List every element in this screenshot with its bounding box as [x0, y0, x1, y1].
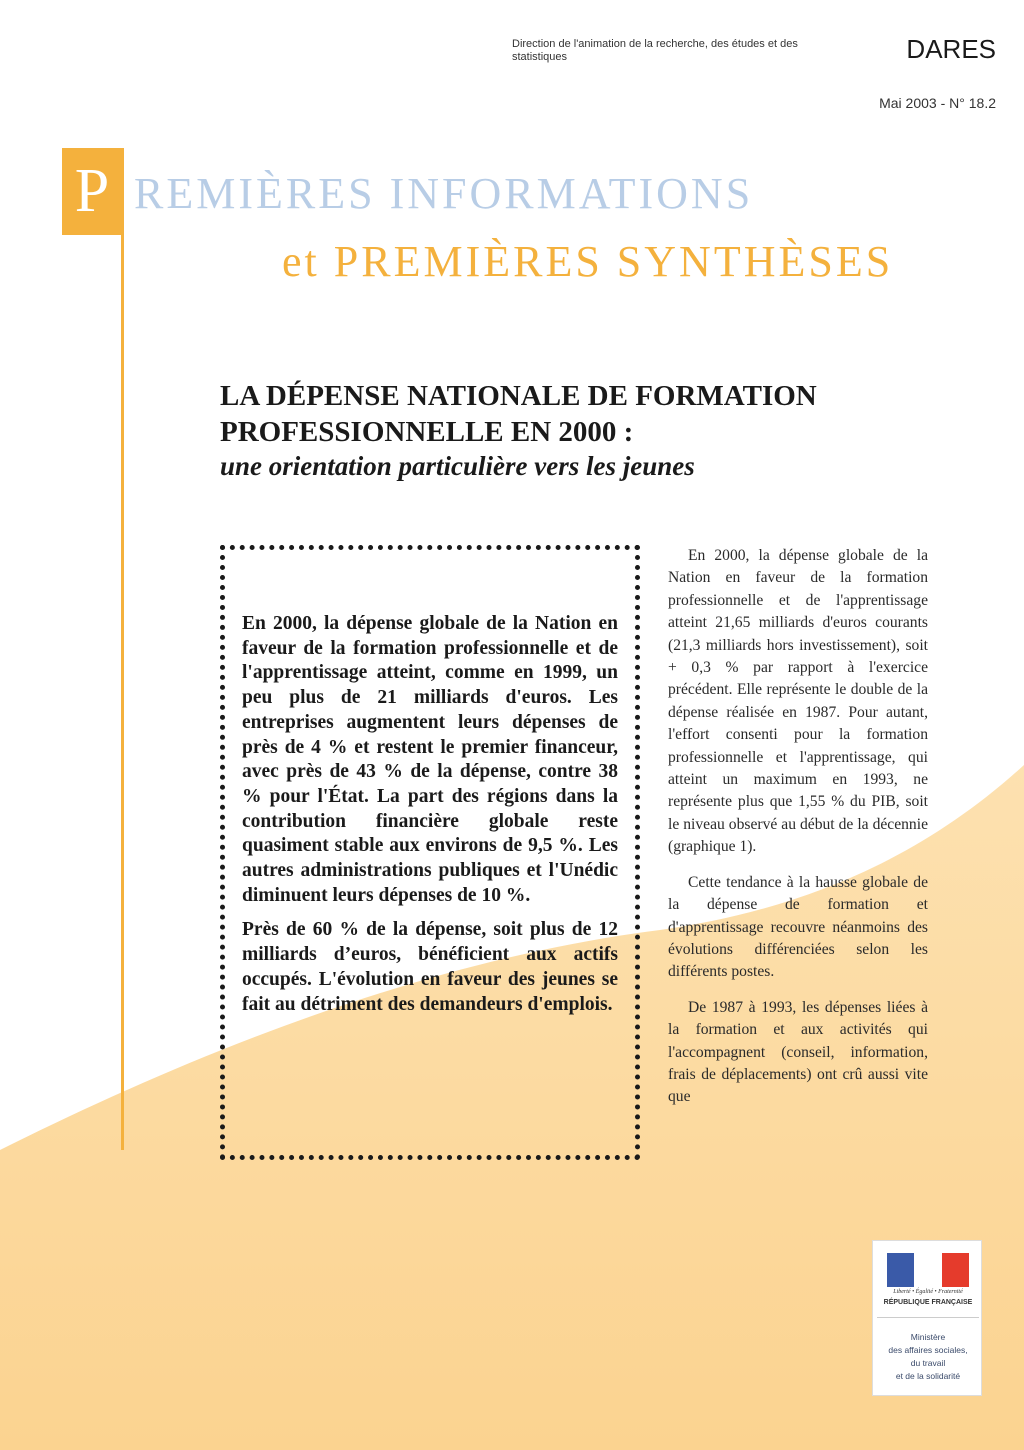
publisher-direction: Direction de l'animation de la recherche, des études et des statistiques [512, 38, 798, 63]
article-subtitle: une orientation particulière vers les jeunes [220, 451, 695, 481]
ministry-logo [872, 1240, 982, 1396]
accent-vertical-line [121, 148, 124, 1150]
summary-paragraph: En 2000, la dépense globale de la Nation en faveur de la formation professionnelle et de l'apprentissage atteint, comme en 1999, un peu plus de 21 milliards d'euros. Les entreprises augmentent leurs dépenses de près de 4 % et restent le premier financeur, avec près de 43 % de la dépense, contre 38 % pour l'État. La part des régions dans la contribution financière globale reste quasiment stable aux environs de 9,5 %. Les autres administrations publiques et l'Unédic diminuent leurs dépenses de 10 %. [242, 613, 618, 906]
series-initial-box: P [62, 148, 122, 235]
logo-ministry-name [877, 1331, 979, 1383]
publisher-brand: DARES [906, 34, 996, 64]
logo-ministry-line: du travail [910, 1358, 946, 1368]
body-paragraph: Cette tendance à la hausse globale de la dépense de formation et d'apprentissage recouvre néanmoins des évolutions différenciées selon les différents postes. [668, 873, 928, 981]
body-paragraph: De 1987 à 1993, les dépenses liées à la formation et aux activités qui l'accompagnent (conseil, information, frais de déplacements) ont crû aussi vite que [668, 998, 928, 1106]
series-title-line1: REMIÈRES INFORMATIONS [134, 169, 754, 218]
body-paragraph: En 2000, la dépense globale de la Nation en faveur de la formation professionnelle et de l'apprentissage atteint 21,65 milliards d'euros courants (21,3 milliards hors investissement), soit + 0,3 % par rapport à l'exercice précédent. Elle représente le double de la dépense réalisée en 1987. Pour autant, l'effort consenti pour la formation professionnelle et l'apprentissage, qui atteint un maximum en 1993, ne représente plus que 1,55 % du PIB, soit le niveau observé au début de la décennie (graphique 1). [668, 547, 928, 856]
logo-divider [877, 1317, 979, 1318]
series-title-line2: et PREMIÈRES SYNTHÈSES [282, 237, 894, 286]
issue-number: Mai 2003 - N° 18.2 [879, 95, 996, 111]
logo-ministry-line: et de la solidarité [895, 1371, 961, 1381]
summary-box [220, 545, 640, 1160]
summary-paragraph: Près de 60 % de la dépense, soit plus de 12 milliards d’euros, bénéficient aux actifs occupés. L'évolution en faveur des jeunes se fait au détriment des demandeurs d'emplois. [242, 919, 618, 1015]
article-title: LA DÉPENSE NATIONALE DE FORMATION PROFESSIONNELLE EN 2000 : [220, 380, 817, 448]
logo-republique: RÉPUBLIQUE FRANÇAISE [883, 1299, 973, 1306]
logo-ministry-line: Ministère [910, 1332, 946, 1342]
summary-text [242, 612, 618, 1027]
logo-ministry-line: des affaires sociales, [888, 1345, 968, 1355]
french-flag-icon [887, 1253, 969, 1287]
body-column [668, 545, 928, 1122]
logo-motto: Liberté • Égalité • Fraternité [893, 1289, 963, 1295]
